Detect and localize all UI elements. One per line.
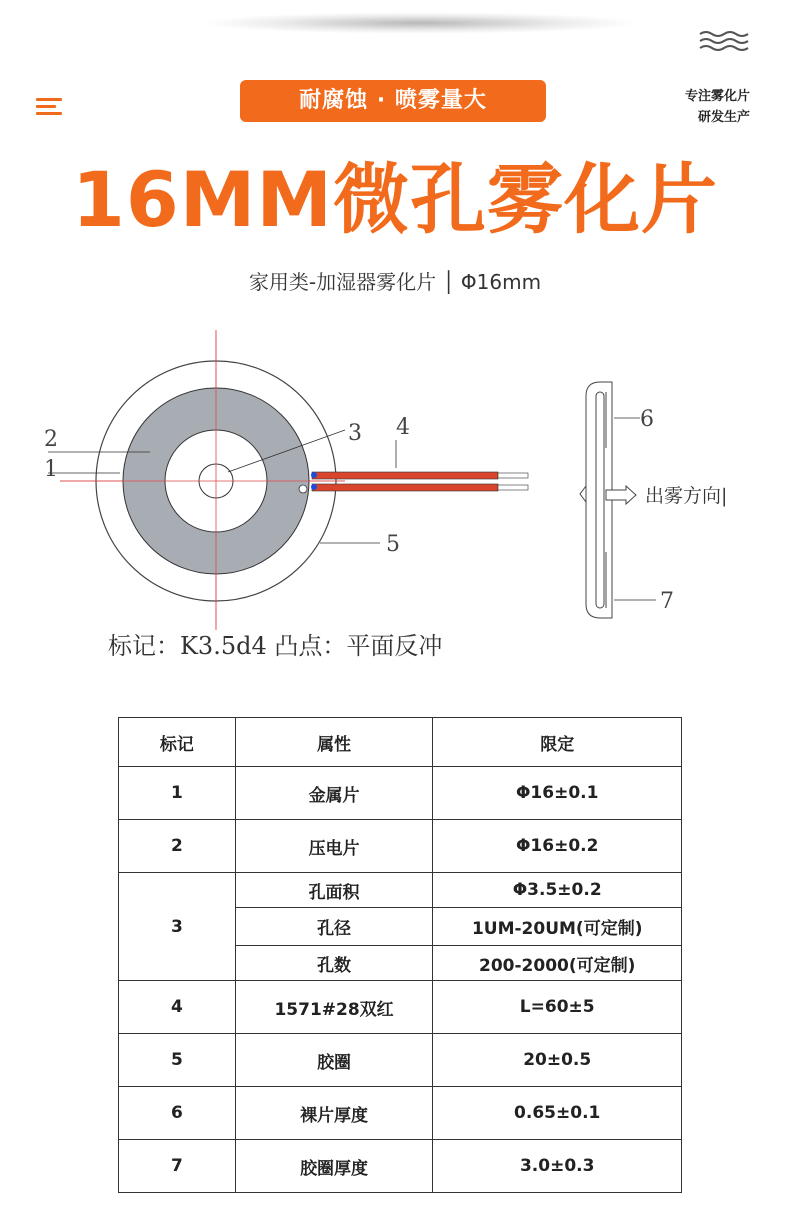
cell-attr: 孔径 xyxy=(235,908,433,946)
cell-mark: 3 xyxy=(119,873,236,981)
spray-direction-label: 出雾方向| xyxy=(645,485,728,507)
header-attr: 属性 xyxy=(235,718,433,767)
side-note xyxy=(685,86,750,128)
cell-attr: 孔数 xyxy=(235,946,433,981)
table-row xyxy=(119,767,682,820)
cell-limit: 0.65±0.1 xyxy=(433,1087,682,1140)
cell-mark: 6 xyxy=(119,1087,236,1140)
cell-attr: 1571#28双红 xyxy=(235,981,433,1034)
wire-tip-1 xyxy=(498,473,528,478)
mark-dot xyxy=(299,485,307,493)
menu-icon[interactable] xyxy=(36,98,64,118)
callout-5: 5 xyxy=(386,532,400,557)
cell-limit: Φ16±0.1 xyxy=(433,767,682,820)
table-row xyxy=(119,1140,682,1193)
table-header-row xyxy=(119,718,682,767)
cell-mark: 2 xyxy=(119,820,236,873)
feature-badge: 耐腐蚀 · 喷雾量大 xyxy=(240,80,546,122)
header-limit: 限定 xyxy=(433,718,682,767)
side-view-core xyxy=(596,392,604,608)
side-note-line1: 专注雾化片 xyxy=(684,89,750,104)
solder-point-1 xyxy=(311,472,317,478)
cell-attr: 胶圈 xyxy=(235,1034,433,1087)
cell-attr: 胶圈厚度 xyxy=(235,1140,433,1193)
side-note-line2: 研发生产 xyxy=(697,110,750,125)
wire-red-2 xyxy=(312,484,498,491)
solder-point-2 xyxy=(311,484,317,490)
callout-4: 4 xyxy=(396,415,410,440)
cell-limit: 200-2000(可定制) xyxy=(433,946,682,981)
callout-2: 2 xyxy=(44,427,58,452)
wire-tip-2 xyxy=(498,485,528,490)
wave-icon xyxy=(698,30,750,52)
cell-mark: 5 xyxy=(119,1034,236,1087)
cell-mark: 7 xyxy=(119,1140,236,1193)
cell-limit: Φ16±0.2 xyxy=(433,820,682,873)
marking-note: 标记：K3.5d4 凸点：平面反冲 xyxy=(108,632,443,660)
cell-attr: 压电片 xyxy=(235,820,433,873)
table-row xyxy=(119,981,682,1034)
cell-attr: 孔面积 xyxy=(235,873,433,908)
cell-limit: L=60±5 xyxy=(433,981,682,1034)
cell-mark: 4 xyxy=(119,981,236,1034)
table-row xyxy=(119,1087,682,1140)
cell-mark: 1 xyxy=(119,767,236,820)
top-shadow-decoration xyxy=(200,12,640,34)
page-title: 16MM微孔雾化片 xyxy=(71,155,719,244)
cell-limit: 1UM-20UM(可定制) xyxy=(433,908,682,946)
callout-3: 3 xyxy=(348,421,362,446)
cell-limit: 20±0.5 xyxy=(433,1034,682,1087)
table-row xyxy=(119,1034,682,1087)
cell-attr: 金属片 xyxy=(235,767,433,820)
cell-attr: 裸片厚度 xyxy=(235,1087,433,1140)
cell-limit: Φ3.5±0.2 xyxy=(433,873,682,908)
callout-1: 1 xyxy=(44,457,58,482)
callout-7: 7 xyxy=(660,589,674,614)
wire-red-1 xyxy=(312,472,498,479)
spec-table xyxy=(118,717,682,1193)
table-row xyxy=(119,873,682,908)
table-row xyxy=(119,820,682,873)
callout-6: 6 xyxy=(640,407,654,432)
header-mark: 标记 xyxy=(119,718,236,767)
page-subtitle: 家用类-加湿器雾化片 │ Φ16mm xyxy=(248,270,542,294)
cell-limit: 3.0±0.3 xyxy=(433,1140,682,1193)
